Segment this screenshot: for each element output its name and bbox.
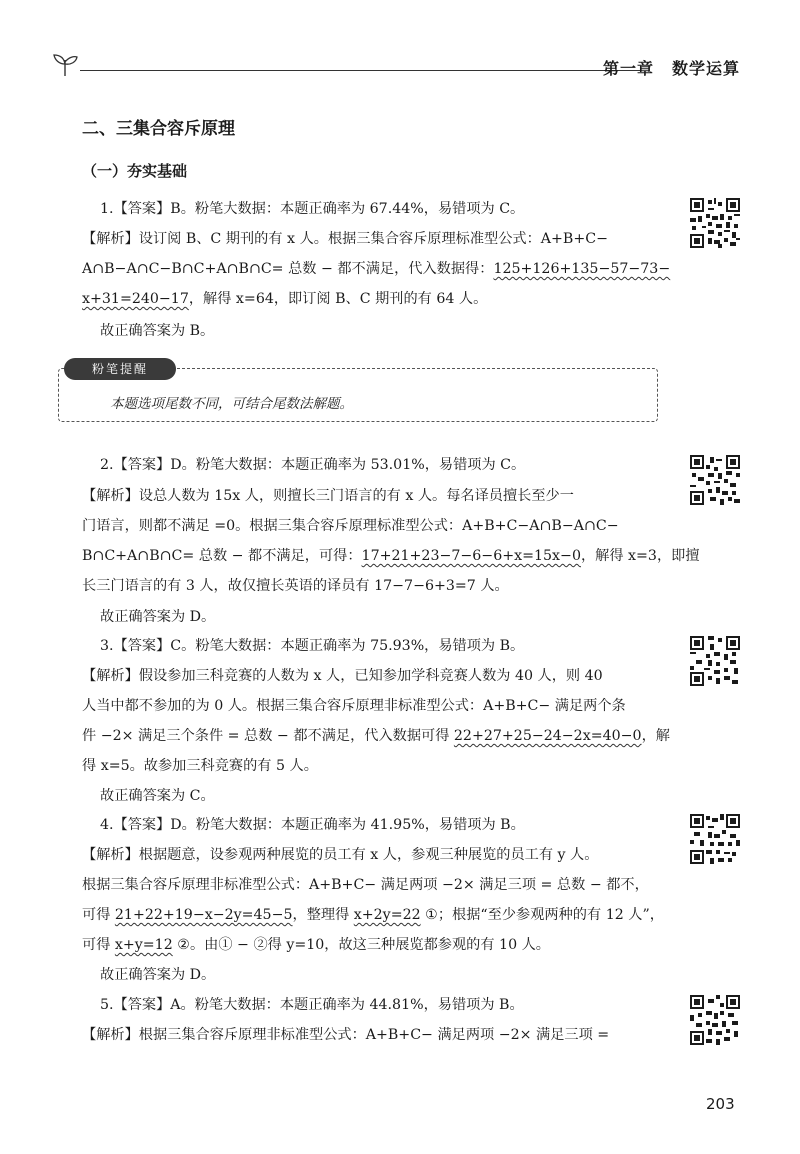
q1-analysis-line: A∩B−A∩C−B∩C+A∩B∩C= 总数 − 都不满足，代入数据得：125+126+135−57−73− xyxy=(82,261,671,277)
q4-analysis-line: 可得 21+22+19−x−2y=45−5，整理得 x+2y=22 ①；根据“至少参观两种的有 12 人”， xyxy=(82,907,664,923)
q5-analysis-line: 【解析】根据三集合容斥原理非标准型公式：A+B+C− 满足两项 −2× 满足三项 = xyxy=(82,1027,610,1043)
q2-analysis-line: B∩C+A∩B∩C= 总数 − 都不满足，可得：17+21+23−7−6−6+x=15x−0，解得 x=3，即擅 xyxy=(82,548,700,564)
section-title: 二、三集合容斥原理 xyxy=(82,119,235,139)
q4-conclusion: 故正确答案为 D。 xyxy=(100,967,216,983)
chapter-title xyxy=(603,56,740,79)
q4-answer: 4.【答案】D。粉笔大数据：本题正确率为 41.95%，易错项为 B。 xyxy=(100,817,525,833)
q3-analysis-line: 人当中都不参加的为 0 人。根据三集合容斥原理非标准型公式：A+B+C− 满足两个条 xyxy=(82,698,626,714)
qr-code-icon xyxy=(690,995,740,1045)
q3-answer: 3.【答案】C。粉笔大数据：本题正确率为 75.93%，易错项为 B。 xyxy=(100,638,525,654)
q2-answer: 2.【答案】D。粉笔大数据：本题正确率为 53.01%，易错项为 C。 xyxy=(100,457,526,473)
header-rule xyxy=(80,70,640,71)
q1-analysis-line: x+31=240−17，解得 x=64，即订阅 B、C 期刊的有 64 人。 xyxy=(82,291,488,307)
q4-analysis-line: 可得 x+y=12 ②。由① − ②得 y=10，故这三种展览都参观的有 10 人。 xyxy=(82,937,550,953)
q2-conclusion: 故正确答案为 D。 xyxy=(100,609,216,625)
q3-analysis-line: 得 x=5。故参加三科竞赛的有 5 人。 xyxy=(82,758,318,774)
leaf-icon xyxy=(50,50,80,80)
page-header xyxy=(50,50,740,80)
qr-code-icon xyxy=(690,455,740,505)
q1-answer: 1.【答案】B。粉笔大数据：本题正确率为 67.44%，易错项为 C。 xyxy=(100,201,525,217)
q2-analysis-line: 长三门语言的有 3 人，故仅擅长英语的译员有 17−7−6+3=7 人。 xyxy=(82,578,509,594)
q3-analysis-line: 【解析】假设参加三科竞赛的人数为 x 人，已知参加学科竞赛人数为 40 人，则 40 xyxy=(82,668,603,684)
qr-code-icon xyxy=(690,636,740,686)
q2-analysis-line: 【解析】设总人数为 15x 人，则擅长三门语言的有 x 人。每名译员擅长至少一 xyxy=(82,488,574,504)
q2-analysis-line: 门语言，则都不满足 =0。根据三集合容斥原理标准型公式：A+B+C−A∩B−A∩C− xyxy=(82,518,619,534)
page-number: 203 xyxy=(706,1095,735,1113)
q4-analysis-line: 根据三集合容斥原理非标准型公式：A+B+C− 满足两项 −2× 满足三项 = 总数 − 都不， xyxy=(82,877,649,893)
q5-answer: 5.【答案】A。粉笔大数据：本题正确率为 44.81%，易错项为 B。 xyxy=(100,997,524,1013)
tip-badge: 粉笔提醒 xyxy=(64,358,176,380)
qr-code-icon xyxy=(690,198,740,248)
chapter-name: 数学运算 xyxy=(671,59,740,78)
q1-conclusion: 故正确答案为 B。 xyxy=(100,323,215,339)
tip-text: 本题选项尾数不同，可结合尾数法解题。 xyxy=(110,396,353,412)
section-subtitle: （一）夯实基础 xyxy=(82,162,188,180)
q3-analysis-line: 件 −2× 满足三个条件 = 总数 − 都不满足，代入数据可得 22+27+25−24−2x=40−0，解 xyxy=(82,728,670,744)
qr-code-icon xyxy=(690,814,740,864)
q1-analysis-line: 【解析】设订阅 B、C 期刊的有 x 人。根据三集合容斥原理标准型公式：A+B+C− xyxy=(82,231,608,247)
chapter-number: 第一章 xyxy=(602,59,654,78)
q3-conclusion: 故正确答案为 C。 xyxy=(100,788,215,804)
q4-analysis-line: 【解析】根据题意，设参观两种展览的员工有 x 人，参观三种展览的员工有 y 人。 xyxy=(82,847,599,863)
